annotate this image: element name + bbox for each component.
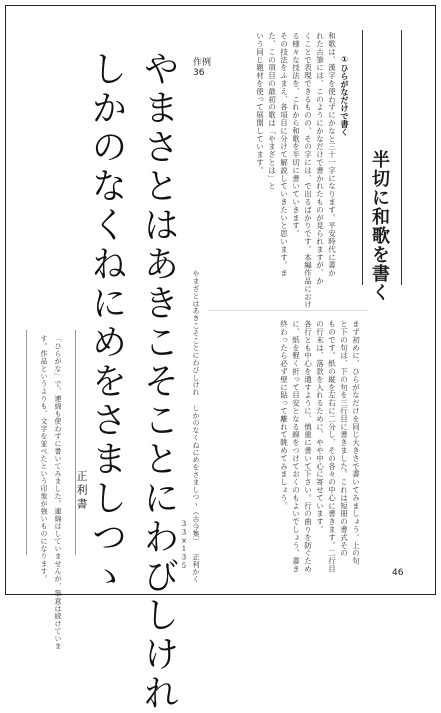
calligraphy-column-1: やまさとはあきこそことにわびしけれ <box>138 50 179 713</box>
body-column: 和歌は、漢字を使わずにかなと三十一字になります。平安時代に書か <box>327 32 337 277</box>
section-heading: ①ひらがなだけで書く <box>340 55 349 136</box>
calligraphy-signature: 正利書 <box>75 470 88 512</box>
note-box <box>26 330 76 555</box>
example-label: 作例36 <box>193 58 212 79</box>
body-column: その技法をふまえ、各項目に分けて解説していきたいと思います。ま <box>279 32 289 277</box>
page-number: 46 <box>392 568 404 578</box>
body-column-lower: ものです。紙の縦を左右に二分し、その各々の中心に書きます。二行目 <box>327 320 337 573</box>
body-column-lower: 終わったら必ず壁に貼って離れて眺めてみましょう。 <box>279 320 289 510</box>
body-column-lower: と下の句は、下の句を三行目に書きました。これは短冊の書式その <box>339 320 349 557</box>
work-size: 33×135 <box>180 520 188 571</box>
body-column: れた古筆には、このようにかなだけで書かれたものが見られますが、か <box>315 32 325 285</box>
work-caption: やまざとはあきこそことにわびしけれ しかのなくねにめをさましつゝ（古今集） 正利かく <box>192 270 200 583</box>
body-column-lower: の行末は、落款を入れるために、やや中心に寄せています。 <box>315 320 325 534</box>
body-column: た、この項目の最初の歌は「やまざとは」と <box>267 32 277 190</box>
body-column-lower: 各行とも中心を通すように、慎重に書いて下さい。行の曲りを防ぐため <box>303 320 313 573</box>
note-column: す。作品というよりも、文字を並べたという印象が強いものになります。 <box>40 335 48 583</box>
body-column: いう同じ題材を使って展開しています。 <box>255 32 265 175</box>
page-title: 半切に和歌を書く <box>369 150 390 302</box>
calligraphy-column-2: しかのなくねにめをさましつゝ <box>86 50 127 596</box>
body-column: くことで表現できるものの、その字には、で出るばかりです。本編作品におけ <box>303 32 313 309</box>
divider <box>208 310 368 311</box>
body-column-lower: に、紙を軽く折って目安となる線をつけておくのもよいでしょう。書き <box>291 320 301 573</box>
body-column: る様々な技法を、これから和歌を半切に書いていきます。 <box>291 32 301 238</box>
body-column-lower: まず初めに、ひらがなだけを同じ大きさで書いてみましょう。上の句 <box>351 320 361 565</box>
note-column: 「ひらがな」で、連綿も使わずに書いてみました。連綿はしていませんが、筆意は続けていま <box>54 335 62 650</box>
